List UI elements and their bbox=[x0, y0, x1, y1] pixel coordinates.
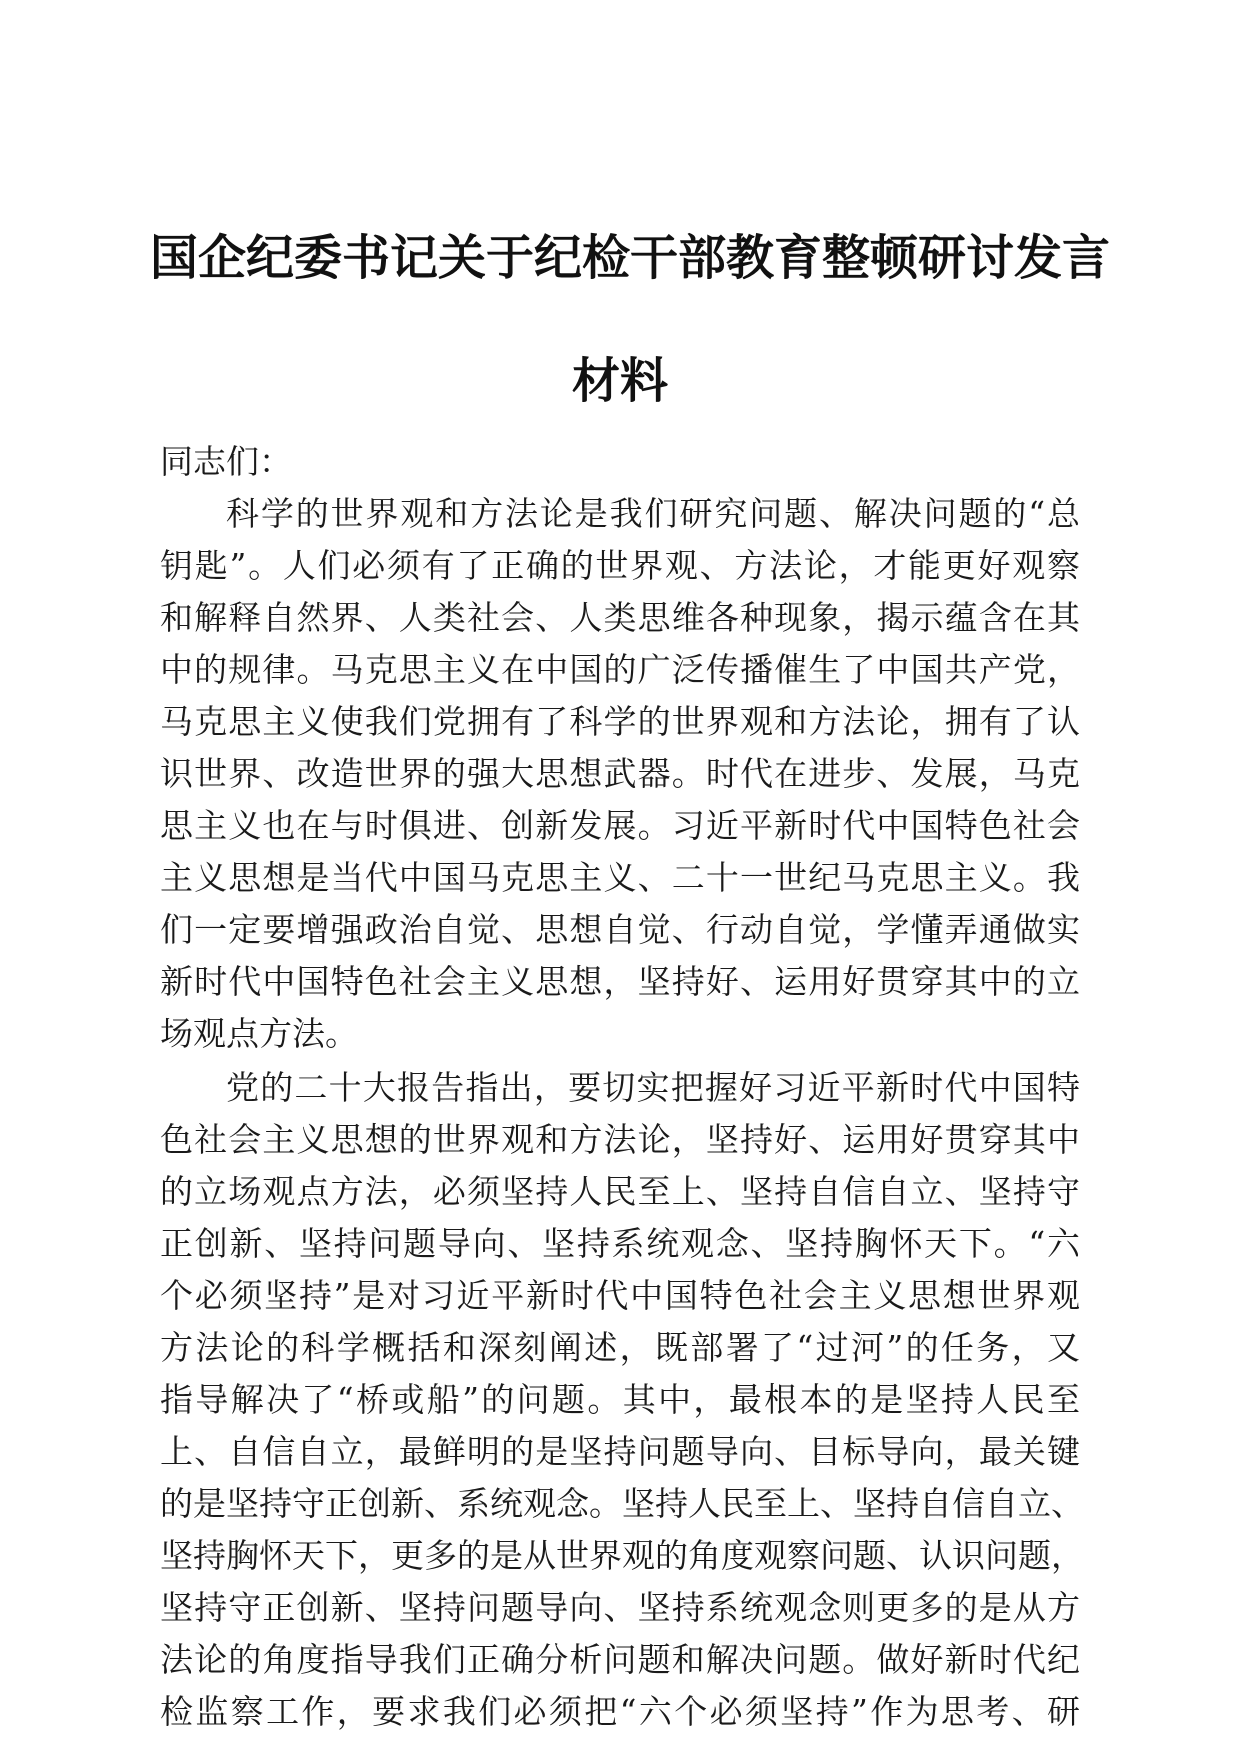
paragraph-1-line: 主义思想是当代中国马克思主义、二十一世纪马克思主义。我 bbox=[160, 858, 1080, 897]
paragraph-2-line: 的立场观点方法，必须坚持人民至上、坚持自信自立、坚持守 bbox=[160, 1172, 1080, 1211]
paragraph-1-line: 思主义也在与时俱进、创新发展。习近平新时代中国特色社会 bbox=[160, 806, 1080, 845]
paragraph-1-line: 们一定要增强政治自觉、思想自觉、行动自觉，学懂弄通做实 bbox=[160, 910, 1080, 949]
document-title-line-2: 材料 bbox=[571, 353, 668, 409]
paragraph-2-line: 法论的角度指导我们正确分析问题和解决问题。做好新时代纪 bbox=[160, 1640, 1080, 1679]
paragraph-2-line: 指导解决了“桥或船”的问题。其中，最根本的是坚持人民至 bbox=[160, 1380, 1080, 1419]
paragraph-1-line: 马克思主义使我们党拥有了科学的世界观和方法论，拥有了认 bbox=[160, 702, 1080, 741]
paragraph-1-line: 新时代中国特色社会主义思想，坚持好、运用好贯穿其中的立 bbox=[160, 962, 1080, 1001]
paragraph-2-line: 上、自信自立，最鲜明的是坚持问题导向、目标导向，最关键 bbox=[160, 1432, 1080, 1471]
salutation: 同志们： bbox=[160, 442, 292, 481]
paragraph-1-line: 钥匙”。人们必须有了正确的世界观、方法论，才能更好观察 bbox=[160, 546, 1080, 585]
paragraph-1-line: 场观点方法。 bbox=[160, 1014, 358, 1053]
paragraph-2-line: 党的二十大报告指出，要切实把握好习近平新时代中国特 bbox=[226, 1068, 1080, 1107]
paragraph-1-line: 和解释自然界、人类社会、人类思维各种现象，揭示蕴含在其 bbox=[160, 598, 1080, 637]
paragraph-1-line: 识世界、改造世界的强大思想武器。时代在进步、发展，马克 bbox=[160, 754, 1080, 793]
document-title-line-1: 国企纪委书记关于纪检干部教育整顿研讨发言 bbox=[150, 230, 1111, 286]
paragraph-2-line: 个必须坚持”是对习近平新时代中国特色社会主义思想世界观 bbox=[160, 1276, 1080, 1315]
paragraph-2-line: 的是坚持守正创新、系统观念。坚持人民至上、坚持自信自立、 bbox=[160, 1484, 1084, 1523]
paragraph-2-line: 方法论的科学概括和深刻阐述，既部署了“过河”的任务，又 bbox=[160, 1328, 1080, 1367]
paragraph-2-line: 检监察工作，要求我们必须把“六个必须坚持”作为思考、研 bbox=[160, 1692, 1080, 1731]
paragraph-1-line: 科学的世界观和方法论是我们研究问题、解决问题的“总 bbox=[226, 494, 1080, 533]
paragraph-2-line: 坚持胸怀天下，更多的是从世界观的角度观察问题、认识问题， bbox=[160, 1536, 1084, 1575]
paragraph-1-line: 中的规律。马克思主义在中国的广泛传播催生了中国共产党， bbox=[160, 650, 1080, 689]
paragraph-2-line: 色社会主义思想的世界观和方法论，坚持好、运用好贯穿其中 bbox=[160, 1120, 1080, 1159]
paragraph-2-line: 坚持守正创新、坚持问题导向、坚持系统观念则更多的是从方 bbox=[160, 1588, 1080, 1627]
paragraph-2-line: 正创新、坚持问题导向、坚持系统观念、坚持胸怀天下。“六 bbox=[160, 1224, 1080, 1263]
